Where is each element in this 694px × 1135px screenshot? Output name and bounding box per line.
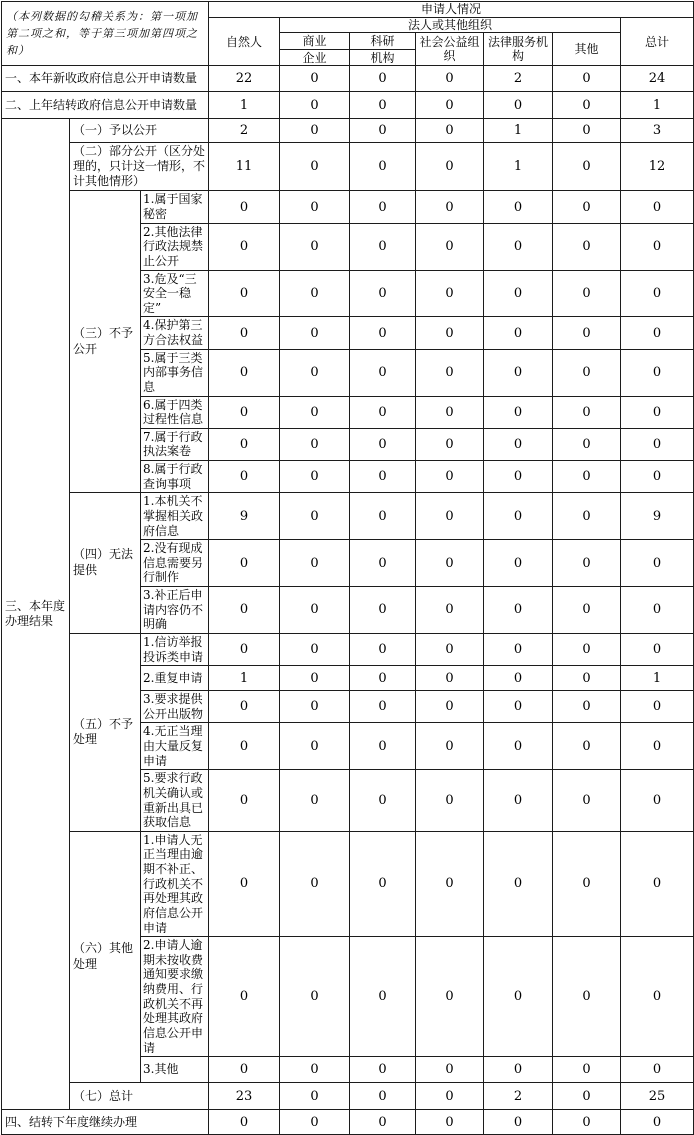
col-header-research-bottom: 机构: [350, 50, 416, 66]
item-label: 3.危及“三安全一稳定”: [141, 270, 209, 317]
table-row: [2, 633, 694, 665]
value-cell: 0: [350, 461, 416, 493]
value-cell: 1: [209, 666, 280, 691]
value-cell: 1: [484, 143, 553, 191]
value-cell: 0: [209, 428, 280, 460]
value-cell: 0: [280, 587, 350, 634]
value-cell: 0: [209, 770, 280, 832]
value-cell: 0: [350, 633, 416, 665]
item-label: 1.本机关不掌握相关政府信息: [141, 493, 209, 540]
value-cell: 0: [553, 1110, 621, 1135]
value-cell: 0: [621, 270, 694, 317]
value-cell: 0: [553, 143, 621, 191]
col-header-legal-service: 法律服务机构: [484, 33, 553, 66]
value-cell: 0: [416, 92, 484, 119]
value-cell: 0: [209, 633, 280, 665]
value-cell: 0: [416, 587, 484, 634]
value-cell: 0: [350, 1057, 416, 1083]
col-header-commercial-bottom: 企业: [280, 50, 350, 66]
value-cell: 0: [621, 587, 694, 634]
value-cell: 0: [621, 461, 694, 493]
value-cell: 0: [621, 831, 694, 936]
table-row: [2, 119, 694, 143]
value-cell: 0: [280, 666, 350, 691]
value-cell: 0: [484, 461, 553, 493]
value-cell: 0: [350, 666, 416, 691]
value-cell: 0: [416, 270, 484, 317]
value-cell: 0: [280, 770, 350, 832]
value-cell: 0: [350, 428, 416, 460]
value-cell: 0: [621, 540, 694, 587]
value-cell: 0: [621, 317, 694, 349]
value-cell: 0: [280, 723, 350, 770]
value-cell: 0: [280, 270, 350, 317]
value-cell: 0: [280, 92, 350, 119]
value-cell: 0: [350, 1083, 416, 1110]
value-cell: 0: [553, 770, 621, 832]
value-cell: 0: [553, 723, 621, 770]
value-cell: 0: [553, 691, 621, 723]
item-label: 2.其他法律行政法规禁止公开: [141, 223, 209, 270]
value-cell: 0: [621, 191, 694, 223]
value-cell: 0: [553, 666, 621, 691]
value-cell: 0: [553, 461, 621, 493]
value-cell: 0: [350, 493, 416, 540]
value-cell: 0: [416, 119, 484, 143]
item-label: 7.属于行政执法案卷: [141, 428, 209, 460]
value-cell: 0: [280, 317, 350, 349]
value-cell: 0: [280, 1057, 350, 1083]
value-cell: 0: [621, 349, 694, 396]
value-cell: 0: [553, 540, 621, 587]
value-cell: 0: [484, 770, 553, 832]
value-cell: 0: [209, 1057, 280, 1083]
value-cell: 0: [280, 493, 350, 540]
item-label: 3.要求提供公开出版物: [141, 691, 209, 723]
value-cell: 0: [416, 1110, 484, 1135]
table-row: [2, 143, 694, 191]
value-cell: 0: [621, 1057, 694, 1083]
value-cell: 0: [621, 691, 694, 723]
value-cell: 0: [350, 119, 416, 143]
value-cell: 0: [416, 691, 484, 723]
value-cell: 0: [553, 587, 621, 634]
value-cell: 0: [280, 66, 350, 92]
value-cell: 0: [621, 1110, 694, 1135]
value-cell: 0: [280, 1110, 350, 1135]
value-cell: 3: [621, 119, 694, 143]
col-header-applicant: 申请人情况: [209, 2, 694, 18]
value-cell: 0: [280, 223, 350, 270]
value-cell: 0: [350, 66, 416, 92]
value-cell: 23: [209, 1083, 280, 1110]
table-row: [2, 2, 694, 18]
value-cell: 0: [280, 831, 350, 936]
value-cell: 0: [209, 1110, 280, 1135]
value-cell: 0: [484, 633, 553, 665]
value-cell: 0: [209, 223, 280, 270]
group-label: （三）不予公开: [70, 191, 141, 493]
section-label: 三、本年度办理结果: [2, 119, 70, 1110]
value-cell: 0: [553, 119, 621, 143]
value-cell: 0: [350, 587, 416, 634]
value-cell: 0: [553, 428, 621, 460]
value-cell: 12: [621, 143, 694, 191]
col-header-natural-person: 自然人: [209, 18, 280, 66]
table-row: [2, 1110, 694, 1135]
item-label: 2.没有现成信息需要另行制作: [141, 540, 209, 587]
value-cell: 0: [553, 493, 621, 540]
value-cell: 0: [416, 191, 484, 223]
item-label: 8.属于行政查询事项: [141, 461, 209, 493]
value-cell: 0: [280, 691, 350, 723]
value-cell: 0: [553, 270, 621, 317]
value-cell: 0: [350, 540, 416, 587]
value-cell: 0: [350, 317, 416, 349]
table-row: [2, 191, 694, 223]
value-cell: 0: [484, 396, 553, 428]
value-cell: 0: [350, 223, 416, 270]
value-cell: 0: [484, 540, 553, 587]
value-cell: 0: [416, 937, 484, 1057]
value-cell: 0: [209, 396, 280, 428]
col-header-research-top: 科研: [350, 33, 416, 50]
value-cell: 0: [416, 540, 484, 587]
group-label: （六）其他处理: [70, 831, 141, 1082]
value-cell: 0: [209, 723, 280, 770]
col-header-commercial-top: 商业: [280, 33, 350, 50]
value-cell: 0: [416, 493, 484, 540]
col-header-legal-org: 法人或其他组织: [280, 18, 621, 33]
value-cell: 0: [416, 633, 484, 665]
row-label: 二、上年结转政府信息公开申请数量: [2, 92, 209, 119]
value-cell: 0: [553, 1083, 621, 1110]
col-header-other: 其他: [553, 33, 621, 66]
item-label: 2.重复申请: [141, 666, 209, 691]
value-cell: 0: [350, 831, 416, 936]
value-cell: 24: [621, 66, 694, 92]
value-cell: 0: [209, 191, 280, 223]
value-cell: 0: [553, 317, 621, 349]
value-cell: 0: [280, 1083, 350, 1110]
value-cell: 0: [553, 191, 621, 223]
value-cell: 0: [416, 1057, 484, 1083]
value-cell: 0: [553, 92, 621, 119]
value-cell: 0: [416, 317, 484, 349]
value-cell: 0: [416, 461, 484, 493]
value-cell: 2: [209, 119, 280, 143]
item-label: 5.要求行政机关确认或重新出具已获取信息: [141, 770, 209, 832]
value-cell: 0: [280, 540, 350, 587]
value-cell: 0: [484, 666, 553, 691]
value-cell: 0: [484, 191, 553, 223]
note-cell: （本列数据的勾稽关系为：第一项加第二项之和，等于第三项加第四项之和）: [2, 2, 209, 66]
value-cell: 0: [621, 223, 694, 270]
value-cell: 0: [280, 428, 350, 460]
value-cell: 0: [621, 770, 694, 832]
value-cell: 2: [484, 1083, 553, 1110]
value-cell: 9: [621, 493, 694, 540]
value-cell: 0: [280, 349, 350, 396]
value-cell: 0: [350, 143, 416, 191]
value-cell: 9: [209, 493, 280, 540]
value-cell: 0: [416, 66, 484, 92]
item-label: 4.无正当理由大量反复申请: [141, 723, 209, 770]
value-cell: 0: [209, 937, 280, 1057]
item-label: 1.申请人无正当理由逾期不补正、行政机关不再处理其政府信息公开申请: [141, 831, 209, 936]
value-cell: 0: [553, 1057, 621, 1083]
col-header-total: 总计: [621, 18, 694, 66]
value-cell: 0: [416, 143, 484, 191]
value-cell: 0: [484, 1110, 553, 1135]
value-cell: 0: [484, 587, 553, 634]
value-cell: 1: [621, 666, 694, 691]
group-label: （二）部分公开（区分处理的，只计这一情形，不计其他情形）: [70, 143, 209, 191]
value-cell: 0: [350, 770, 416, 832]
group-label: （四）无法提供: [70, 493, 141, 634]
value-cell: 0: [553, 223, 621, 270]
value-cell: 0: [350, 92, 416, 119]
value-cell: 0: [484, 317, 553, 349]
value-cell: 0: [416, 428, 484, 460]
value-cell: 0: [280, 461, 350, 493]
value-cell: 0: [621, 396, 694, 428]
value-cell: 0: [280, 143, 350, 191]
value-cell: 0: [280, 937, 350, 1057]
value-cell: 0: [553, 349, 621, 396]
value-cell: 0: [209, 349, 280, 396]
table-row: [2, 1083, 694, 1110]
table-row: [2, 92, 694, 119]
item-label: 3.其他: [141, 1057, 209, 1083]
value-cell: 25: [621, 1083, 694, 1110]
value-cell: 0: [209, 461, 280, 493]
value-cell: 0: [484, 1057, 553, 1083]
value-cell: 0: [416, 723, 484, 770]
col-header-public-welfare: 社会公益组织: [416, 33, 484, 66]
item-label: 1.属于国家秘密: [141, 191, 209, 223]
value-cell: 0: [350, 691, 416, 723]
value-cell: 0: [416, 396, 484, 428]
value-cell: 0: [280, 119, 350, 143]
value-cell: 0: [209, 691, 280, 723]
value-cell: 0: [209, 540, 280, 587]
value-cell: 0: [553, 937, 621, 1057]
value-cell: 0: [484, 493, 553, 540]
value-cell: 0: [484, 92, 553, 119]
value-cell: 0: [209, 587, 280, 634]
group-label: （五）不予处理: [70, 633, 141, 831]
value-cell: 0: [209, 831, 280, 936]
value-cell: 0: [350, 396, 416, 428]
value-cell: 22: [209, 66, 280, 92]
report-table: [1, 1, 694, 1135]
value-cell: 0: [350, 937, 416, 1057]
value-cell: 0: [416, 831, 484, 936]
value-cell: 0: [350, 270, 416, 317]
value-cell: 0: [484, 223, 553, 270]
value-cell: 0: [553, 396, 621, 428]
value-cell: 2: [484, 66, 553, 92]
value-cell: 1: [209, 92, 280, 119]
value-cell: 0: [553, 633, 621, 665]
value-cell: 0: [484, 723, 553, 770]
value-cell: 0: [484, 691, 553, 723]
value-cell: 1: [484, 119, 553, 143]
value-cell: 0: [209, 270, 280, 317]
value-cell: 0: [484, 937, 553, 1057]
value-cell: 0: [484, 831, 553, 936]
table-row: [2, 66, 694, 92]
value-cell: 1: [621, 92, 694, 119]
item-label: 2.申请人逾期未按收费通知要求缴纳费用、行政机关不再处理其政府信息公开申请: [141, 937, 209, 1057]
value-cell: 0: [484, 270, 553, 317]
item-label: 5.属于三类内部事务信息: [141, 349, 209, 396]
group-label: （一）予以公开: [70, 119, 209, 143]
value-cell: 0: [350, 349, 416, 396]
item-label: 1.信访举报投诉类申请: [141, 633, 209, 665]
value-cell: 0: [621, 723, 694, 770]
item-label: 3.补正后申请内容仍不明确: [141, 587, 209, 634]
value-cell: 0: [553, 831, 621, 936]
value-cell: 0: [621, 428, 694, 460]
value-cell: 0: [416, 666, 484, 691]
row-label: 四、结转下年度继续办理: [2, 1110, 209, 1135]
item-label: 6.属于四类过程性信息: [141, 396, 209, 428]
item-label: 4.保护第三方合法权益: [141, 317, 209, 349]
value-cell: 0: [484, 349, 553, 396]
value-cell: 0: [416, 349, 484, 396]
table-row: [2, 831, 694, 936]
value-cell: 0: [209, 317, 280, 349]
value-cell: 11: [209, 143, 280, 191]
value-cell: 0: [280, 191, 350, 223]
value-cell: 0: [621, 937, 694, 1057]
value-cell: 0: [280, 396, 350, 428]
value-cell: 0: [484, 428, 553, 460]
value-cell: 0: [553, 66, 621, 92]
value-cell: 0: [621, 633, 694, 665]
group-label: （七）总计: [70, 1083, 209, 1110]
row-label: 一、本年新收政府信息公开申请数量: [2, 66, 209, 92]
value-cell: 0: [350, 191, 416, 223]
value-cell: 0: [350, 723, 416, 770]
value-cell: 0: [350, 1110, 416, 1135]
value-cell: 0: [280, 633, 350, 665]
value-cell: 0: [416, 770, 484, 832]
table-row: [2, 493, 694, 540]
value-cell: 0: [416, 1083, 484, 1110]
value-cell: 0: [416, 223, 484, 270]
